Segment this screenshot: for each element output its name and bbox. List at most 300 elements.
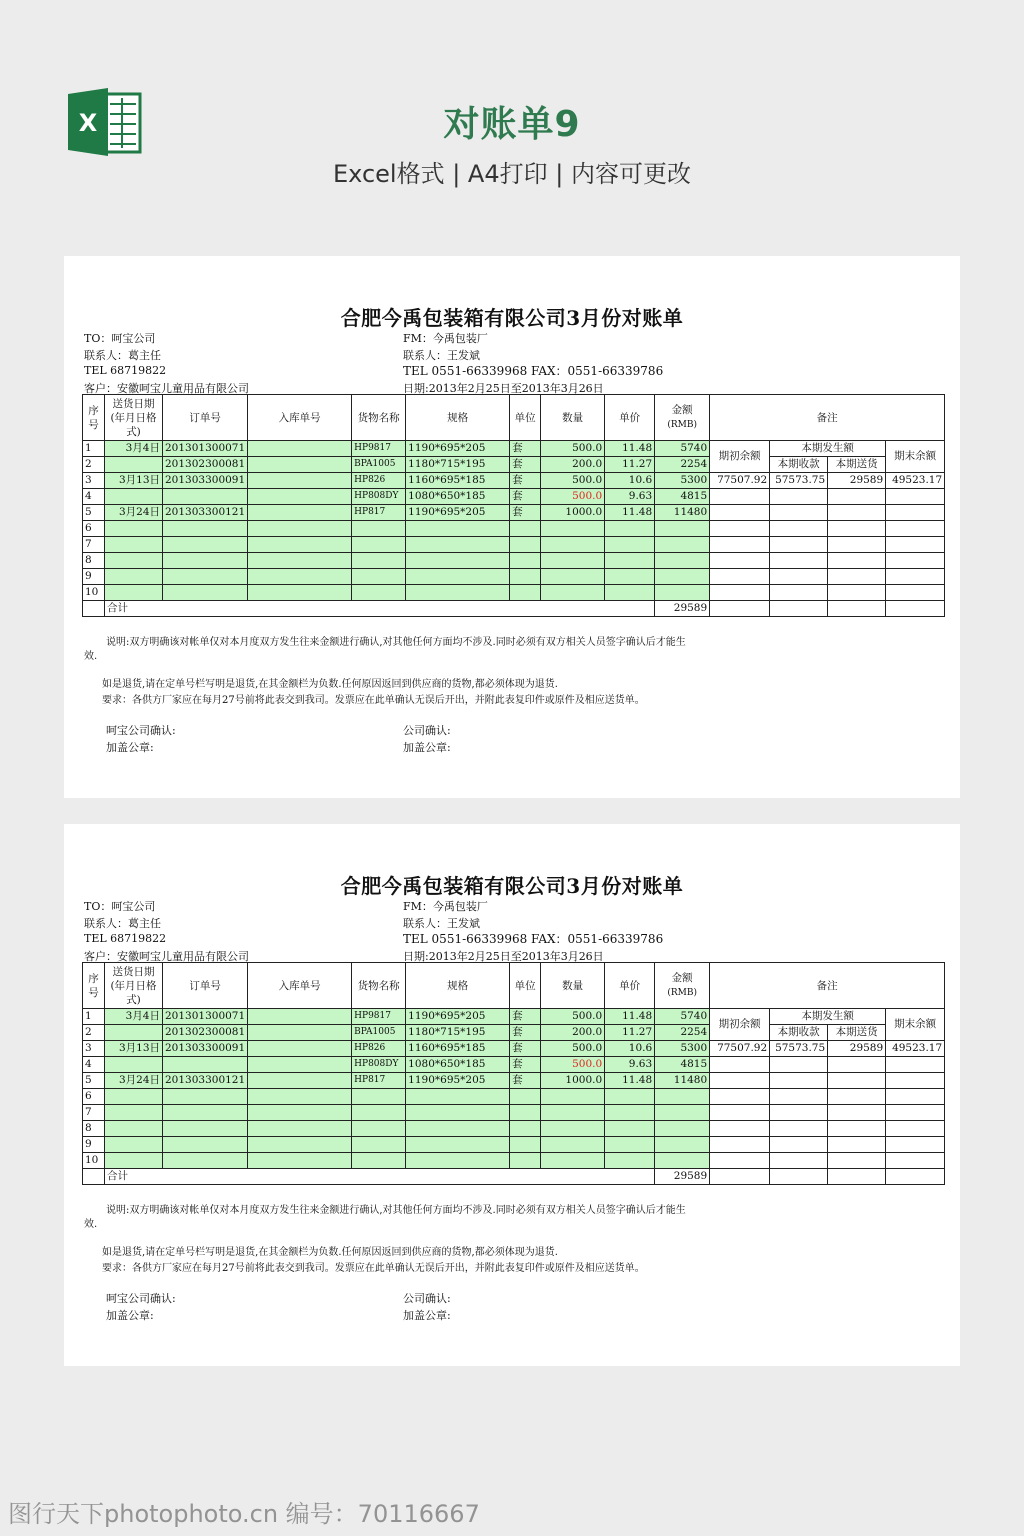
cell-qty: 500.0 [541, 1009, 605, 1025]
remark-empty-cell [770, 553, 828, 569]
remark-empty-cell [710, 1057, 770, 1073]
cell-spec [406, 1121, 510, 1137]
cell-goods [352, 585, 406, 601]
cell-order: 201303300091 [163, 473, 248, 489]
cell-price [605, 553, 655, 569]
cell-order [163, 1137, 248, 1153]
cell-goods [352, 521, 406, 537]
cell-spec: 1190*695*205 [406, 1073, 510, 1089]
cell-stock [248, 1041, 352, 1057]
table-row [83, 441, 945, 457]
remark-empty-cell [770, 537, 828, 553]
cell-price: 10.6 [605, 473, 655, 489]
remark-empty-cell [710, 537, 770, 553]
table-row [83, 553, 945, 569]
remark-empty-cell [770, 569, 828, 585]
table-row [83, 1057, 945, 1073]
remark-empty-cell [886, 537, 945, 553]
cell-price [605, 537, 655, 553]
cell-amount [655, 521, 710, 537]
cell-spec: 1190*695*205 [406, 505, 510, 521]
cell-amount: 5300 [655, 473, 710, 489]
total-amount: 29589 [655, 601, 710, 617]
remark-empty-cell [886, 1073, 945, 1089]
left-stamp: 加盖公章: [106, 741, 154, 754]
remark-empty-cell [770, 1089, 828, 1105]
remark-empty-cell [886, 601, 945, 617]
cell-seq: 1 [83, 441, 105, 457]
cell-qty [541, 553, 605, 569]
table-row [83, 521, 945, 537]
cell-date [105, 1137, 163, 1153]
remark-empty-cell [770, 1121, 828, 1137]
page-subtitle: Excel格式 | A4打印 | 内容可更改 [333, 160, 691, 188]
cell-qty: 200.0 [541, 457, 605, 473]
cell-order [163, 1153, 248, 1169]
header-qty: 数量 [541, 963, 605, 1009]
header-stock-no: 入库单号 [248, 395, 352, 441]
cell-price [605, 1089, 655, 1105]
cell-unit [510, 521, 541, 537]
remark-empty-cell [710, 1105, 770, 1121]
cell-seq: 4 [83, 1057, 105, 1073]
current-amount-label: 本期发生额 [770, 1009, 886, 1025]
cell-order [163, 1105, 248, 1121]
remark-empty-cell [710, 521, 770, 537]
cell-date [105, 1057, 163, 1073]
note-line-1: 说明:双方明确该对帐单仅对本月度双方发生往来金额进行确认,对其他任何方面均不涉及.同时必须有双方相关人员签字确认后才能生 [106, 1205, 686, 1216]
sheet-title: 合肥今禹包装箱有限公司3月份对账单 [340, 874, 684, 898]
received-label: 本期收款 [770, 457, 828, 473]
cell-seq: 8 [83, 553, 105, 569]
cell-stock [248, 473, 352, 489]
cell-qty: 500.0 [541, 1057, 605, 1073]
cell-seq: 5 [83, 1073, 105, 1089]
cell-unit [510, 585, 541, 601]
right-stamp: 加盖公章: [403, 1309, 451, 1322]
cell-order [163, 569, 248, 585]
cell-unit: 套 [510, 1025, 541, 1041]
cell-order: 201301300071 [163, 441, 248, 457]
cell-qty [541, 585, 605, 601]
received-label: 本期收款 [770, 1025, 828, 1041]
cell-goods [352, 537, 406, 553]
cell-seq: 9 [83, 1137, 105, 1153]
table-row [83, 457, 945, 473]
cell-unit [510, 1153, 541, 1169]
remark-empty-cell [886, 1137, 945, 1153]
cell-date: 3月24日 [105, 1073, 163, 1089]
total-row [83, 1169, 945, 1185]
remark-empty-cell [828, 1105, 886, 1121]
cell-amount: 5740 [655, 1009, 710, 1025]
cell-stock [248, 1073, 352, 1089]
cell-unit [510, 1137, 541, 1153]
cell-date: 3月13日 [105, 473, 163, 489]
cell-spec [406, 585, 510, 601]
cell-spec: 1160*695*185 [406, 1041, 510, 1057]
header-price: 单价 [605, 963, 655, 1009]
amount-unit: (RMB) [667, 420, 697, 430]
header-unit: 单位 [510, 395, 541, 441]
cell-order [163, 585, 248, 601]
left-stamp: 加盖公章: [106, 1309, 154, 1322]
date-range: 日期:2013年2月25日至2013年3月26日 [403, 950, 604, 963]
remark-empty-cell [828, 1153, 886, 1169]
cell-seq: 10 [83, 1153, 105, 1169]
tel-left: TEL 68719822 [84, 932, 167, 945]
cell-date [105, 569, 163, 585]
header-seq: 序号 [83, 395, 105, 441]
remark-empty-cell [828, 1073, 886, 1089]
cell-unit [510, 1089, 541, 1105]
cell-qty [541, 1153, 605, 1169]
cell-amount [655, 553, 710, 569]
cell-price: 11.48 [605, 441, 655, 457]
cell-amount: 5300 [655, 1041, 710, 1057]
cell-qty: 1000.0 [541, 1073, 605, 1089]
cell-goods: HP808DY [352, 1057, 406, 1073]
cell-goods: HP826 [352, 1041, 406, 1057]
cell-stock [248, 1057, 352, 1073]
closing-balance-value: 49523.17 [886, 1041, 945, 1057]
cell-qty: 500.0 [541, 473, 605, 489]
header-amount [655, 395, 710, 441]
cell-stock [248, 569, 352, 585]
remark-empty-cell [886, 585, 945, 601]
received-value: 57573.75 [770, 473, 828, 489]
cell-goods: BPA1005 [352, 457, 406, 473]
opening-balance-value: 77507.92 [710, 473, 770, 489]
cell-order [163, 1089, 248, 1105]
delivered-label: 本期送货 [828, 457, 886, 473]
svg-text:X: X [78, 109, 98, 137]
total-amount: 29589 [655, 1169, 710, 1185]
remark-empty-cell [710, 1089, 770, 1105]
ledger-table [82, 962, 945, 1185]
cell-price: 11.48 [605, 1073, 655, 1089]
right-confirm: 公司确认: [403, 724, 451, 737]
cell-date [105, 585, 163, 601]
cell-goods: HP817 [352, 1073, 406, 1089]
statement-sheet-1 [64, 256, 960, 798]
cell-stock [248, 457, 352, 473]
cell-goods: BPA1005 [352, 1025, 406, 1041]
header-goods: 货物名称 [352, 395, 406, 441]
cell-goods [352, 1153, 406, 1169]
table-row [83, 1073, 945, 1089]
note-line-3: 要求：各供方厂家应在每月27号前将此表交到我司。发票应在此单确认无误后开出，并附此表复印件或原件及相应送货单。 [102, 1263, 645, 1274]
cell-unit: 套 [510, 489, 541, 505]
remark-empty-cell [828, 537, 886, 553]
remark-empty-cell [770, 601, 828, 617]
remark-empty-cell [710, 1121, 770, 1137]
cell-spec: 1180*715*195 [406, 1025, 510, 1041]
cell-seq: 3 [83, 473, 105, 489]
cell-spec: 1160*695*185 [406, 473, 510, 489]
cell-order: 201303300091 [163, 1041, 248, 1057]
remark-empty-cell [770, 1153, 828, 1169]
cell-goods [352, 1089, 406, 1105]
cell-qty: 500.0 [541, 1041, 605, 1057]
customer-field: 客户：安徽呵宝儿童用品有限公司 [84, 950, 249, 963]
cell-unit: 套 [510, 1073, 541, 1089]
remark-empty-cell [710, 585, 770, 601]
header-remarks: 备注 [710, 963, 945, 1009]
closing-balance-value: 49523.17 [886, 473, 945, 489]
cell-goods [352, 569, 406, 585]
remark-empty-cell [770, 1073, 828, 1089]
remark-empty-cell [828, 521, 886, 537]
cell-order [163, 1121, 248, 1137]
header-order-no: 订单号 [163, 395, 248, 441]
cell-seq: 6 [83, 1089, 105, 1105]
contact-right: 联系人：王发斌 [403, 917, 480, 930]
closing-balance-label: 期末余额 [886, 1009, 945, 1041]
note-line-2: 如是退货,请在定单号栏写明是退货,在其金额栏为负数.任何原因返回到供应商的货物,都必须体现为退货. [102, 679, 558, 690]
cell-date [105, 1025, 163, 1041]
received-value: 57573.75 [770, 1041, 828, 1057]
cell-spec [406, 1105, 510, 1121]
cell-spec: 1190*695*205 [406, 1009, 510, 1025]
cell-amount: 4815 [655, 1057, 710, 1073]
remark-empty-cell [710, 553, 770, 569]
cell-date [105, 521, 163, 537]
delivered-value: 29589 [828, 473, 886, 489]
cell-unit: 套 [510, 457, 541, 473]
total-seq-cell [83, 601, 105, 617]
cell-price: 11.27 [605, 457, 655, 473]
cell-amount [655, 585, 710, 601]
remark-empty-cell [828, 1121, 886, 1137]
table-row [83, 473, 945, 489]
cell-price [605, 1153, 655, 1169]
cell-stock [248, 1137, 352, 1153]
amount-unit: (RMB) [667, 988, 697, 998]
contact-right: 联系人：王发斌 [403, 349, 480, 362]
cell-date [105, 1121, 163, 1137]
cell-qty [541, 569, 605, 585]
cell-amount [655, 1105, 710, 1121]
header-price: 单价 [605, 395, 655, 441]
cell-date: 3月4日 [105, 1009, 163, 1025]
date-range: 日期:2013年2月25日至2013年3月26日 [403, 382, 604, 395]
customer-field: 客户：安徽呵宝儿童用品有限公司 [84, 382, 249, 395]
left-confirm: 呵宝公司确认: [106, 1292, 176, 1305]
table-row [83, 1009, 945, 1025]
total-row [83, 601, 945, 617]
cell-date: 3月24日 [105, 505, 163, 521]
remark-empty-cell [828, 505, 886, 521]
header-order-no: 订单号 [163, 963, 248, 1009]
cell-stock [248, 441, 352, 457]
table-row [83, 537, 945, 553]
remark-empty-cell [828, 489, 886, 505]
cell-order: 201303300121 [163, 505, 248, 521]
cell-unit [510, 1121, 541, 1137]
fm-field: FM：今禹包装厂 [403, 332, 488, 345]
remark-empty-cell [710, 1169, 770, 1185]
cell-goods: HP9817 [352, 1009, 406, 1025]
remark-empty-cell [770, 1169, 828, 1185]
cell-spec [406, 537, 510, 553]
table-row [83, 1137, 945, 1153]
cell-price: 10.6 [605, 1041, 655, 1057]
cell-order [163, 1057, 248, 1073]
header-goods: 货物名称 [352, 963, 406, 1009]
cell-seq: 1 [83, 1009, 105, 1025]
cell-price [605, 521, 655, 537]
cell-amount [655, 537, 710, 553]
tel-right: TEL 0551-66339968 FAX：0551-66339786 [403, 932, 664, 946]
cell-goods: HP808DY [352, 489, 406, 505]
cell-price [605, 585, 655, 601]
cell-goods [352, 553, 406, 569]
cell-stock [248, 1089, 352, 1105]
cell-seq: 5 [83, 505, 105, 521]
note-line-1: 说明:双方明确该对帐单仅对本月度双方发生往来金额进行确认,对其他任何方面均不涉及.同时必须有双方相关人员签字确认后才能生 [106, 637, 686, 648]
cell-qty [541, 537, 605, 553]
cell-qty [541, 521, 605, 537]
cell-stock [248, 1025, 352, 1041]
cell-stock [248, 1105, 352, 1121]
delivered-label: 本期送货 [828, 1025, 886, 1041]
cell-unit: 套 [510, 505, 541, 521]
header-ship-date: 送货日期(年月日格式) [105, 395, 163, 441]
remark-empty-cell [710, 569, 770, 585]
cell-seq: 9 [83, 569, 105, 585]
cell-spec: 1180*715*195 [406, 457, 510, 473]
ledger-table [82, 394, 945, 617]
remark-empty-cell [770, 1105, 828, 1121]
cell-qty [541, 1121, 605, 1137]
cell-date [105, 457, 163, 473]
header-seq: 序号 [83, 963, 105, 1009]
cell-goods [352, 1137, 406, 1153]
cell-order [163, 553, 248, 569]
cell-unit: 套 [510, 441, 541, 457]
cell-amount [655, 1137, 710, 1153]
cell-order [163, 489, 248, 505]
sheet-title: 合肥今禹包装箱有限公司3月份对账单 [340, 306, 684, 330]
remark-empty-cell [886, 1089, 945, 1105]
table-row [83, 1105, 945, 1121]
cell-goods: HP9817 [352, 441, 406, 457]
cell-date [105, 489, 163, 505]
header-qty: 数量 [541, 395, 605, 441]
cell-spec [406, 553, 510, 569]
cell-stock [248, 1153, 352, 1169]
header-stock-no: 入库单号 [248, 963, 352, 1009]
cell-seq: 3 [83, 1041, 105, 1057]
cell-stock [248, 505, 352, 521]
table-row [83, 585, 945, 601]
header-remarks: 备注 [710, 395, 945, 441]
cell-qty: 500.0 [541, 489, 605, 505]
cell-goods [352, 1105, 406, 1121]
cell-amount: 4815 [655, 489, 710, 505]
remark-empty-cell [886, 1057, 945, 1073]
cell-unit: 套 [510, 1041, 541, 1057]
right-confirm: 公司确认: [403, 1292, 451, 1305]
cell-amount: 5740 [655, 441, 710, 457]
opening-balance-label: 期初余额 [710, 441, 770, 473]
cell-seq: 6 [83, 521, 105, 537]
cell-order: 201303300121 [163, 1073, 248, 1089]
cell-stock [248, 521, 352, 537]
left-confirm: 呵宝公司确认: [106, 724, 176, 737]
total-seq-cell [83, 1169, 105, 1185]
cell-stock [248, 1121, 352, 1137]
cell-qty [541, 1137, 605, 1153]
cell-amount: 2254 [655, 457, 710, 473]
cell-price: 11.48 [605, 1009, 655, 1025]
cell-date [105, 1089, 163, 1105]
cell-amount [655, 1121, 710, 1137]
remark-empty-cell [886, 1105, 945, 1121]
header-row [83, 395, 945, 441]
note-line-1b: 效. [84, 651, 98, 662]
cell-amount [655, 1153, 710, 1169]
cell-spec [406, 569, 510, 585]
contact-left: 联系人：葛主任 [84, 917, 161, 930]
cell-amount: 11480 [655, 505, 710, 521]
remark-empty-cell [828, 585, 886, 601]
cell-goods [352, 1121, 406, 1137]
cell-price: 11.48 [605, 505, 655, 521]
cell-order [163, 537, 248, 553]
cell-price: 9.63 [605, 489, 655, 505]
cell-amount: 2254 [655, 1025, 710, 1041]
cell-unit [510, 569, 541, 585]
current-amount-label: 本期发生额 [770, 441, 886, 457]
right-stamp: 加盖公章: [403, 741, 451, 754]
cell-order: 201301300071 [163, 1009, 248, 1025]
remark-empty-cell [770, 1057, 828, 1073]
cell-spec [406, 1137, 510, 1153]
remark-empty-cell [886, 553, 945, 569]
remark-empty-cell [770, 521, 828, 537]
cell-seq: 7 [83, 537, 105, 553]
remark-empty-cell [710, 489, 770, 505]
cell-qty: 500.0 [541, 441, 605, 457]
page-title: 对账单9 [443, 104, 581, 145]
remark-empty-cell [886, 569, 945, 585]
cell-price [605, 1105, 655, 1121]
cell-seq: 7 [83, 1105, 105, 1121]
header-spec: 规格 [406, 963, 510, 1009]
remark-empty-cell [828, 1169, 886, 1185]
remark-empty-cell [886, 1169, 945, 1185]
header-amount [655, 963, 710, 1009]
cell-seq: 10 [83, 585, 105, 601]
cell-unit: 套 [510, 1009, 541, 1025]
cell-seq: 2 [83, 1025, 105, 1041]
remark-empty-cell [770, 1137, 828, 1153]
cell-order: 201302300081 [163, 1025, 248, 1041]
remark-empty-cell [886, 521, 945, 537]
contact-left: 联系人：葛主任 [84, 349, 161, 362]
header-spec: 规格 [406, 395, 510, 441]
note-line-1b: 效. [84, 1219, 98, 1230]
remark-empty-cell [710, 505, 770, 521]
amount-label: 金额 [671, 972, 693, 984]
cell-unit: 套 [510, 1057, 541, 1073]
cell-spec: 1080*650*185 [406, 1057, 510, 1073]
cell-unit: 套 [510, 473, 541, 489]
remark-empty-cell [828, 1089, 886, 1105]
remark-empty-cell [828, 1137, 886, 1153]
